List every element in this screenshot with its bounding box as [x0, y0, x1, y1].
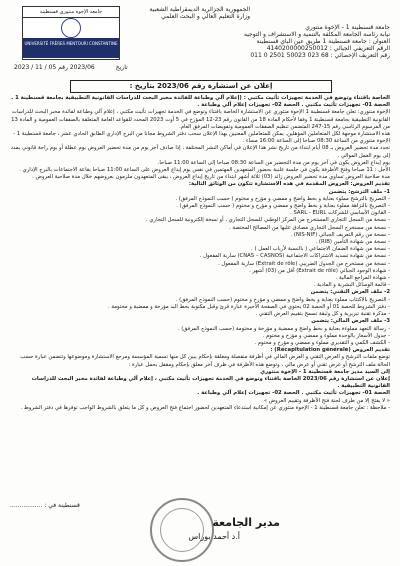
- emblem-icon: [61, 18, 81, 38]
- list-item: - شهادة المراجع المالية .: [335, 275, 390, 282]
- list-item: - دفتر الشروط للحصة 01 أو الحصة 02 يحتوي في الصفحة الأخيرة عبارة قرئ وقبل مكتوبة بخط اليد مؤرخة و ممضية و مختومة .: [108, 303, 390, 310]
- list-item: - نسخة من شهادة الضمان الاجتماعي ( بالنسبة لأرباب العمل ) .: [251, 246, 390, 253]
- paragraph: يوم إيداع العروض يكون في آخر يوم من مدة التحضير من الساعة 08:30 صباحا إلى الساعة 11:00 صباحا.: [157, 159, 390, 166]
- section-heading: 1- ملف الترشح: يتضمن: [328, 188, 390, 195]
- paragraph: الحصة 01- تجهيزات تأثيث مكتبي . الحصة 02- تجهيزات إعلام آلي وطباعة .: [197, 102, 390, 109]
- ref-date-label: تاريخ: [115, 64, 128, 71]
- paragraph: الحصة 01- تجهيزات تأثيث مكتبي . الحصة 02- تجهيزات إعلام آلي وطباعة .: [197, 390, 390, 397]
- header-address: العنوان : جامعة قسنطينة 1 طريق عين الباي قسنطينة: [256, 38, 390, 45]
- signatory-title: مدير الجامعة: [212, 516, 280, 529]
- signature-block: [60, 510, 280, 550]
- section-heading: 3- ملف العرض المالي: يتضمن: [311, 318, 390, 325]
- paragraph: مدة صلاحية العروض تساوي مدة تحضير العروض زائد (03) ثلاثة أشهر ابتداء من تاريخ إيداع العروض ، يبقى المتعهدون ملزمون بعروضهم خلال مدة صلاحية العروض .: [32, 174, 390, 181]
- header-vice-rectorate: نيابة رئاسة الجامعة المكلفة بالتنمية و الاستشراف و التوجيه: [244, 31, 390, 38]
- section-heading: 2- ملف العرض التقني: يتضمن: [310, 289, 390, 296]
- list-item: - شهادة الوجود الجبائي (Extrait de rôle) أقل من (03) أشهر .: [249, 267, 390, 274]
- header-tax-id: الرقم التعريفي الجبائي : 4140200000250012: [266, 45, 390, 52]
- list-item: - الكشف الكمي و التقديري مملوء و ممضي و مؤرخ و مختوم .: [254, 339, 390, 346]
- list-item: - نسخة من مستخرج السجل التجاري مصادق عليها من المصالح المختصة .: [229, 224, 390, 231]
- header-republic: الجمهورية الجزائرية الديمقراطية الشعبية: [149, 6, 250, 13]
- header-university: جامعة قسنطينة 1 - الإخوة منتوري: [305, 24, 390, 31]
- paragraph: توضع ملفات الترشح و العرض التقني و العرض المالي في أظرفة منفصلة ومغلقة بإحكام يبين كل منها تسمية المؤسسة ومرجع الاستشارة وموضوعها وتتضمن عبارة حسب الحالة ملف الترشح أو عرض تقني أو عرض مالي ، وتوضع هذه الأظرفة في ظرف آخر مغلق بإحكام ومقفل يحمل عبارة :: [20, 354, 390, 368]
- list-item: - جدول الأسعار بالوحدة مملوء و ممضي و مؤرخ و مختوم .: [262, 332, 390, 339]
- list-item: - نسخة من السجل التجاري المستخرج من المركز الوطني للسجل التجاري ، أو نسخة إلكترونية للسجل التجاري .: [146, 217, 390, 224]
- list-item: - قائمة الوسائل البشرية و المادية .: [313, 282, 390, 289]
- paragraph: الأجل : 11 صباحا وفتح الأظرفة يكون في جلسة علنية بحضور المتعهدين المهتمين في نفس يوم إيداع العروض على الساعة 11:00 صباحا بقاعة الاجتماعات بالبرج الإداري .: [19, 167, 390, 174]
- logo-bottom-text: UNIVERSITÉ FRÈRES MENTOURI CONSTANTINE: [23, 38, 119, 58]
- paragraph: « لا يفتح إلا من طرف لجنة فتح الأظرفة وتقييم العروض »: [263, 397, 390, 404]
- paragraph: تحدد مدة تحضير العروض بـ 08 أيام ابتداء من تاريخ نشر هذا الإعلان في أماكن النشر المختلفة ، إذا صادف آخر يوم من مدة تحضير العروض يوم عطلة أو يوم راحة قانوني يمدد إلى يوم العمل الموالي .: [10, 145, 390, 159]
- paragraph: إعلان عن استشارة رقم 2023/06 الخاصة باقتناء وتوضع في الخدمة تجهيزات تأثيث مكتبي ، إعلام آلي وطباعة لفائدة مخبر البحث للدراسات القانونية التطبيقية .: [31, 375, 390, 390]
- paragraph: هذه الاستشارة موجهة لكل المتعاملين المؤهلين. يمكن للمتعاملين المعنيين بهذا الإعلان سحب دفتر الشروط مجانا من البرج الإداري الطابق الحادي عشر ، جامعة قسنطينة 1 - الإخوة منتوري من الساعة 08:30 صباحا إلى الساعة 16:00 مساء .: [13, 131, 390, 145]
- announcement-body: [10, 95, 390, 412]
- paragraph: إلى السيد مدير جامعة قسنطينة 1 - الإخوة منتوري: [260, 368, 390, 375]
- list-item: - التصريح بالاكتتاب مملوء بعناية و بخط واضح و ممضي و مؤرخ و مختوم (حسب النموذج المرفق) .: [175, 296, 390, 303]
- paragraph: الإخوة منتوري: تعلن جامعة قسنطينة 1 الإخوة منتوري عن الاستشارة الخاصة باقتناء وتوضع في الخدمة تجهيزات تأثيث مكتبي ، إعلام آلي وطباعة لفائدة مخبر البحث للدراسات القانونية التطبيقية بجامعة قسنطينة 1 وفقا لأحكام المادة 18 من القانون رقم 23-12 المؤرخ في 5 أوت 2023 المحدد للقواعد العامة المتعلقة بالصفقات العمومية و المادة 13 من المرسوم الرئاسي رقم 15-247 المتضمن تنظيم الصفقات العمومية وتفويضات المرفق العام.: [11, 109, 390, 130]
- list-item: - رسالة التعهد مملوءة بعناية و بخط واضح و ممضية و مؤرخة و مختومة (حسب النموذج المرفق) .: [177, 325, 390, 332]
- list-item: - نسخة من مستخرج من الجدول الضريبي (Extrait de rôle) سارية المفعول .: [218, 260, 390, 267]
- paragraph: الخاصة باقتناء وتوضع في الخدمة تجهيزات تأثيث مكتبي : (إعلام آلي وطباعة للفائدة مخبر البحث للدراسات القانونية التطبيقية بجامعة قسنطينة 1 .: [11, 95, 390, 101]
- ref-number: 2023/06: [69, 64, 95, 71]
- reference-line: [14, 64, 128, 71]
- list-item: - التصريح بالترشح مملوء بعناية و بخط واضح و ممضي و مؤرخ و مختوم ( حسب النموذج المرفق) .: [175, 195, 390, 202]
- header-stat-id: رقم التعريف الإحصائي : 68 023 50023 2501 0 011: [250, 52, 390, 59]
- list-item: - التصريح بالنزاهة مملوء بعناية و بخط واضح و ممضي و مؤرخ و مختوم ( حسب النموذج المرفق) .: [176, 203, 390, 210]
- signatory-name: أ.د أحمد بوراس: [188, 532, 240, 541]
- section-heading: تقديم العروض (Récapitulation générale) :: [270, 347, 390, 354]
- list-item: - نسخة من رقم التعريف الجبائي (NIS-NIF) .: [290, 231, 390, 238]
- paragraph: تقديم العروض: العروض المقدمة في هذه الاستشارة تتكون من الوثائق التالية:: [188, 181, 390, 188]
- header-ministry: وزارة التعليم العالي و البحث العلمي: [161, 13, 250, 20]
- list-item: - نسخة من شهادة تسديد الاشتراكات الاجتماعية (CNAS – CASNOS) سارية المفعول .: [199, 253, 390, 260]
- ref-date: 2023 / 11 / 05: [14, 64, 57, 71]
- paragraph: - ملاحظة : تعلن جامعة قسنطينة 1 - الإخوة منتوري عن إمكانية استدعاء المتعهدين لحضور اجتماع فتح العروض و كل ما يتعلق بالشروط الواجب توفرها في دفتر الشروط .: [20, 404, 390, 411]
- list-item: - نسخة من شهادة التأمين (RIB) .: [315, 239, 390, 246]
- list-item: - القانون الأساسي للشركات SARL - EURL .: [290, 210, 390, 217]
- city-date: قسنطينة في : .................: [10, 502, 80, 509]
- university-logo: [22, 6, 120, 60]
- announcement-title: إعلان عن استشارة رقم 2023/06 بتاريخ :: [70, 80, 332, 93]
- logo-top-text: جامعة الإخوة منتوري قسنطينة: [23, 7, 119, 18]
- ref-label: رقم: [58, 64, 68, 71]
- list-item: - مذكرة تقنية تبريرية و كل وثيقة تسمح بتقييم العرض التقني .: [255, 311, 390, 318]
